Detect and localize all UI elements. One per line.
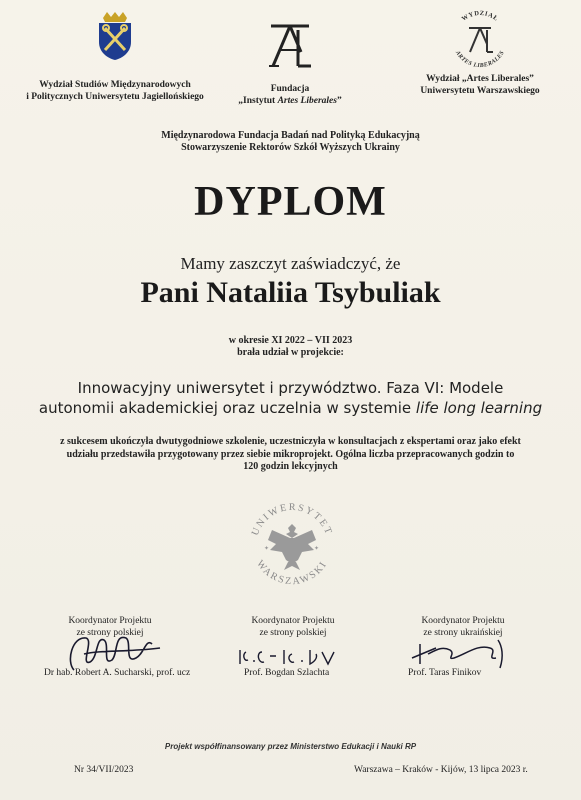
header-left-line1: Wydział Studiów Międzynarodowych (39, 80, 191, 90)
place-date: Warszawa – Kraków - Kijów, 13 lipca 2023 r. (354, 765, 528, 775)
artes-liberales-faculty-logo-icon (445, 10, 515, 68)
header-right-line2: Uniwersytetu Warszawskiego (420, 85, 540, 96)
signatory-1-role-line1: Koordynator Projektu (68, 616, 152, 626)
header-right-line1: Wydział „Artes Liberales” (426, 74, 534, 84)
signature-2-icon (236, 644, 346, 670)
period-line2: brała udział w projekcie: (237, 347, 344, 358)
header-center-line2-italic: Artes Liberales (277, 95, 337, 106)
faculty-logo-arc-top: WYDZIAŁ (460, 9, 500, 23)
eagle-icon (268, 524, 316, 570)
signatory-3-role-line1: Koordynator Projektu (421, 616, 505, 626)
project-title (0, 378, 581, 418)
header-center-line2 (205, 96, 375, 108)
organizer-line1: Międzynarodowa Fundacja Badań nad Polityką Edukacyjną (161, 130, 420, 141)
description-line1: z sukcesem ukończyła dwutygodniowe szkolenie, uczestniczyła w konsultacjach z ekspertami oraz jako efekt (60, 436, 521, 447)
project-line1: Innowacyjny uniwersytet i przywództwo. Faza VI: Modele (77, 379, 504, 397)
header-left (10, 12, 220, 103)
document-number: Nr 34/VII/2023 (74, 765, 134, 775)
header-right (390, 9, 570, 97)
project-line2 (0, 398, 581, 418)
signatory-3-name: Prof. Taras Finikov (408, 668, 482, 678)
signatory-1-name: Dr hab. Robert A. Sucharski, prof. ucz (44, 668, 191, 678)
seal-star-left: ✦ (264, 546, 270, 552)
signatory-1-role-line2: ze strony polskiej (76, 627, 144, 638)
header-center (205, 12, 375, 107)
organizer-line2: Stowarzyszenie Rektorów Szkół Wyższych Ukrainy (181, 142, 400, 153)
header-left-line2: i Politycznych Uniwersytetu Jagiellońskiego (26, 91, 204, 102)
faculty-logo-arc-bottom: ARTES LIBERALES (454, 50, 506, 70)
warsaw-university-eagle-seal-icon (242, 494, 342, 594)
signatory-2-role-line2: ze strony polskiej (259, 627, 327, 638)
diploma-title: DYPLOM (194, 179, 387, 225)
seal-arc-bottom: WARSZAWSKI (254, 558, 330, 588)
signatory-3-role-line2: ze strony ukraińskiej (423, 627, 503, 638)
header-center-line2-suffix: ” (336, 95, 342, 106)
signatory-2-role-line1: Koordynator Projektu (251, 616, 335, 626)
header-center-line2-prefix: „Instytut (238, 95, 278, 106)
period (0, 335, 581, 359)
cofinancing-note: Projekt współfinansowany przez Ministerstwo Edukacji i Nauki RP (164, 742, 417, 751)
signatory-2 (228, 616, 358, 639)
seal-arc-top: UNIWERSYTET (249, 501, 335, 538)
project-line2-prefix: autonomii akademickiej oraz uczelnia w systemie (38, 399, 416, 417)
honor-text: Mamy zaszczyt zaświadczyć, że (180, 254, 401, 273)
jagiellonian-crest-icon (95, 12, 135, 60)
project-line2-italic: life long learning (415, 399, 543, 417)
period-line1: w okresie XI 2022 – VII 2023 (228, 335, 353, 346)
recipient-name: Pani Nataliia Tsybuliak (140, 276, 441, 309)
artes-liberales-al-monogram-icon (265, 22, 315, 68)
header-center-line1: Fundacja (270, 84, 310, 94)
seal-star-right: ✦ (314, 546, 320, 552)
description (20, 436, 561, 474)
organizers (0, 130, 581, 154)
signatory-2-name: Prof. Bogdan Szlachta (244, 668, 330, 678)
description-line3: 120 godzin lekcyjnych (243, 461, 338, 472)
description-line2: udziału przedstawiła przygotowany przez siebie mikroprojekt. Ogólna liczba przepracowanych godzin to (66, 448, 515, 460)
